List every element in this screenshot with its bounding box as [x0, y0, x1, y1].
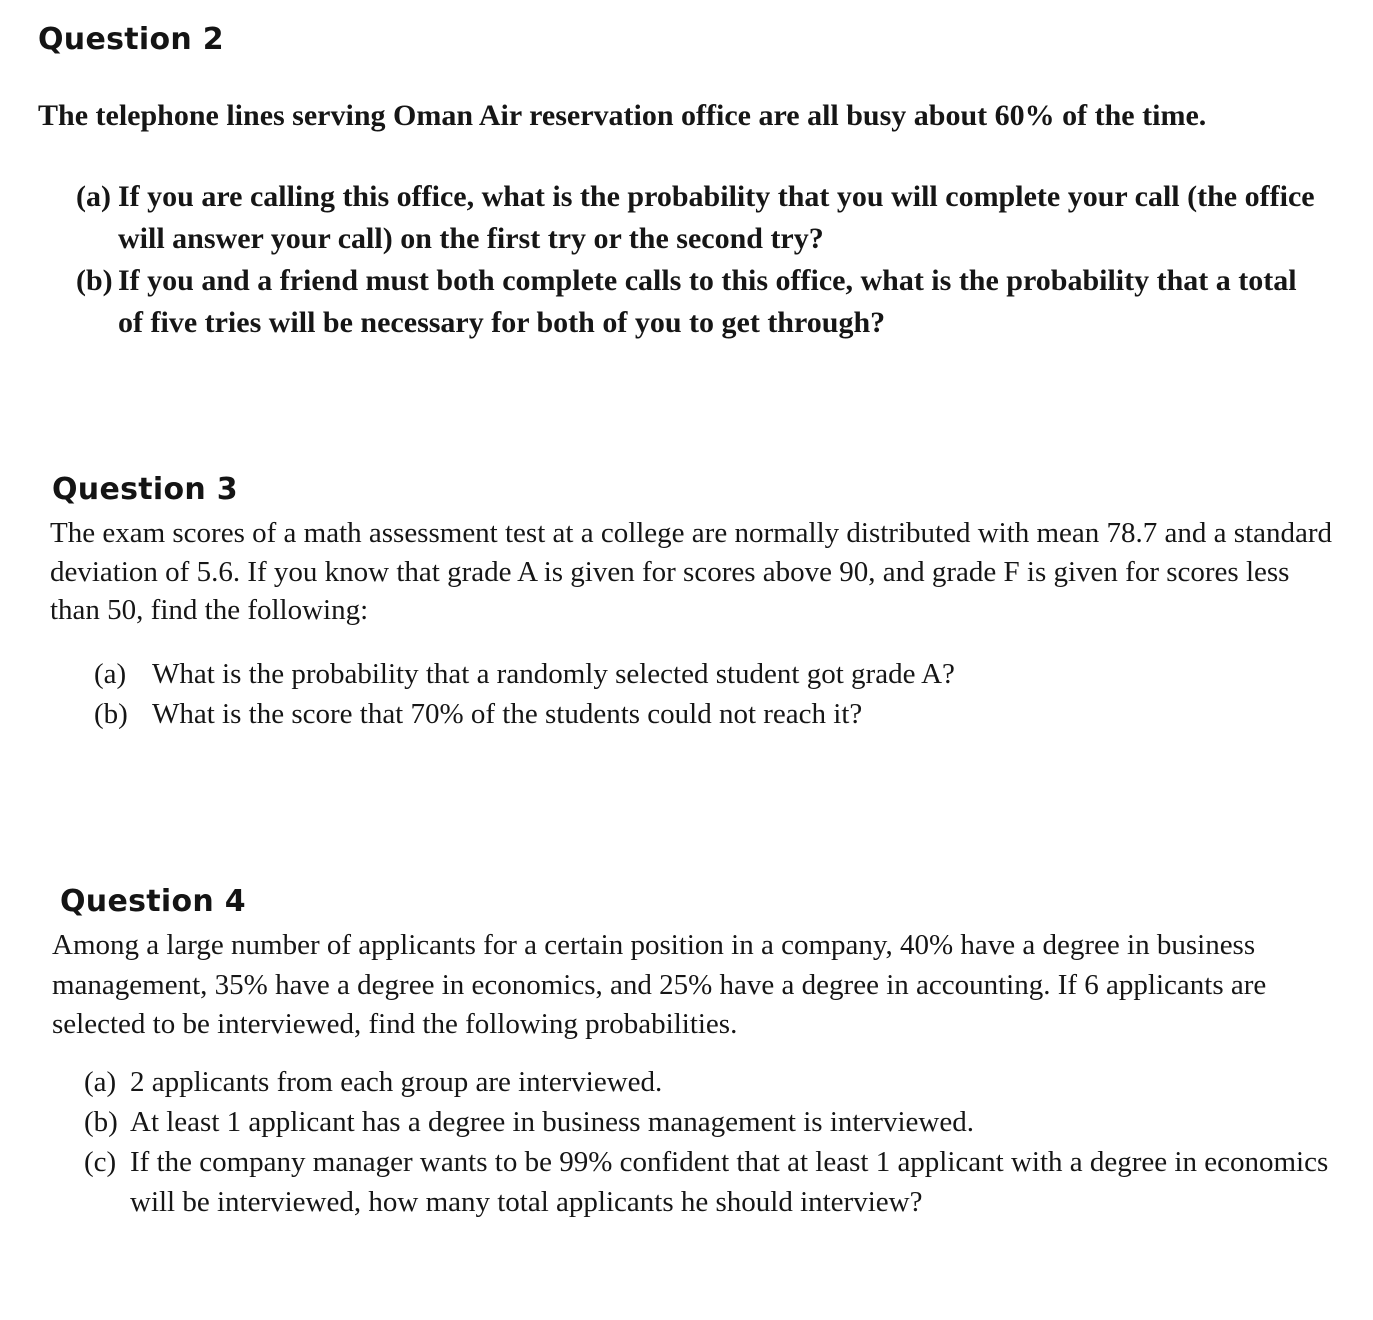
- question-4-text: Among a large number of applicants for a certain position in a company, 40% have a degree in business management, 35% have a degree in economics, and 25% have a degree in accounting. If 6 applicants are selected to be interviewed, find the following probabilities.: [52, 929, 1267, 1040]
- question-3-parts: [94, 654, 1294, 734]
- part-label: (c): [84, 1146, 117, 1178]
- part-label: (a): [76, 180, 111, 213]
- part-text: At least 1 applicant has a degree in business management is interviewed.: [130, 1106, 974, 1138]
- part-text: If you are calling this office, what is the probability that you will complete your call (the office will answer your call) on the first try or the second try?: [118, 180, 1315, 255]
- part-label: (a): [84, 1066, 117, 1098]
- part-label: (b): [84, 1106, 118, 1138]
- question-4-part-b: [84, 1102, 1354, 1142]
- question-4-title: Question 4: [60, 884, 246, 919]
- question-3-part-b: [94, 694, 1294, 734]
- part-label: (a): [94, 658, 127, 690]
- part-label: (b): [94, 698, 128, 730]
- part-text: What is the score that 70% of the students could not reach it?: [152, 698, 863, 730]
- question-2-part-b: [76, 260, 1326, 344]
- part-text: If the company manager wants to be 99% confident that at least 1 applicant with a degree in economics will be interviewed, how many total applicants he should interview?: [130, 1146, 1329, 1218]
- question-3-title: Question 3: [52, 472, 238, 507]
- question-2-part-a: [76, 176, 1326, 260]
- question-3-part-a: [94, 654, 1294, 694]
- question-4-parts: [84, 1062, 1354, 1222]
- part-label: (b): [76, 264, 113, 297]
- question-2-text: The telephone lines serving Oman Air reservation office are all busy about 60% of the time.: [38, 99, 1207, 132]
- part-text: 2 applicants from each group are interviewed.: [130, 1066, 663, 1098]
- question-2-parts: [76, 176, 1326, 344]
- question-3-text: The exam scores of a math assessment test at a college are normally distributed with mean 78.7 and a standard deviation of 5.6. If you know that grade A is given for scores above 90, and grade F is given for scores less than 50, find the following:: [50, 517, 1333, 626]
- part-text: What is the probability that a randomly selected student got grade A?: [152, 658, 955, 690]
- question-4-part-a: [84, 1062, 1354, 1102]
- question-2-title: Question 2: [38, 22, 224, 57]
- part-text: If you and a friend must both complete calls to this office, what is the probability that a total of five tries will be necessary for both of you to get through?: [118, 264, 1297, 339]
- question-4-part-c: [84, 1142, 1354, 1222]
